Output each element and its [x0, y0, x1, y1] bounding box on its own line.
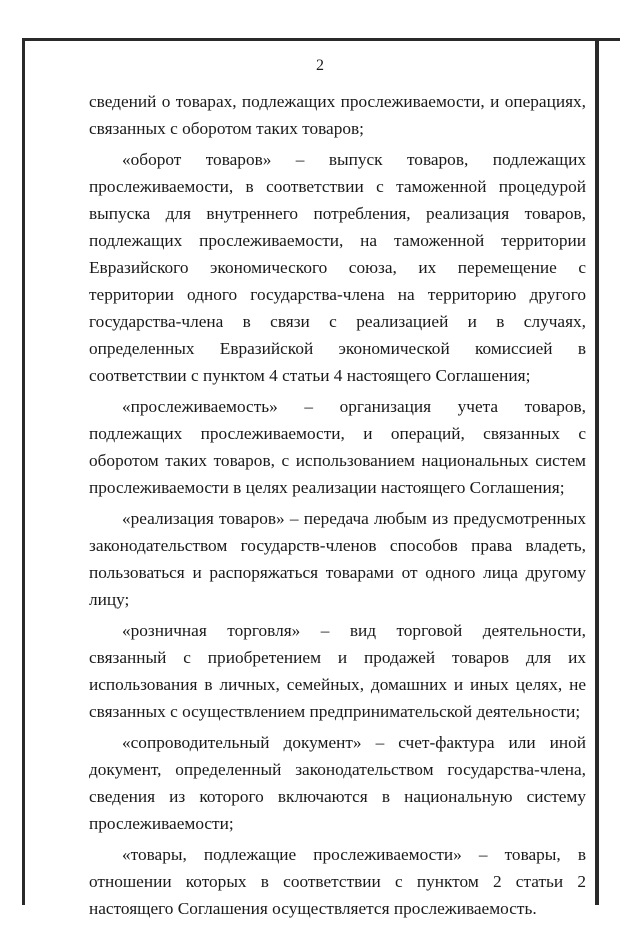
definition-retail-trade: «розничная торговля» – вид торговой деятельности, связанный с приобретением и продажей товаров для их использования в личных, семейных, домашних и иных целях, не связанных с осуществлением предпринимательской деятельности; — [89, 621, 586, 721]
definition-turnover: «оборот товаров» – выпуск товаров, подлежащих прослеживаемости, в соответствии с таможенной процедурой выпуска для внутреннего потребления, реализация товаров, подлежащих прослеживаемости, на таможенной территории Евразийского экономического союза, их перемещение с территории одного государства-члена на территорию другого государства-члена в связи с реализацией и в случаях, определенных Евразийской экономической комиссией в соответствии с пунктом 4 статьи 4 настоящего Соглашения; — [89, 150, 586, 385]
paragraph-continuation: сведений о товарах, подлежащих прослеживаемости, и операциях, связанных с оборотом таких товаров; — [89, 92, 586, 138]
definition-accompanying-document: «сопроводительный документ» – счет-фактура или иной документ, определенный законодательством государства-члена, сведения из которого включаются в национальную систему прослеживаемости; — [89, 733, 586, 833]
definition-sale-of-goods: «реализация товаров» – передача любым из предусмотренных законодательством государств-членов способов права владеть, пользоваться и распоряжаться товарами от одного лица другому лицу; — [89, 509, 586, 609]
page-number: 2 — [316, 57, 324, 74]
page-border-left — [22, 38, 25, 905]
document-body — [89, 88, 586, 926]
page-border-right — [595, 38, 599, 905]
definition-traceable-goods: «товары, подлежащие прослеживаемости» – товары, в отношении которых в соответствии с пунктом 2 статьи 2 настоящего Соглашения осуществляется прослеживаемость. — [89, 845, 586, 918]
page-border-top — [22, 38, 620, 41]
definition-traceability: «прослеживаемость» – организация учета товаров, подлежащих прослеживаемости, и операций, связанных с оборотом таких товаров, с использованием национальных систем прослеживаемости в целях реализации настоящего Соглашения; — [89, 397, 586, 497]
